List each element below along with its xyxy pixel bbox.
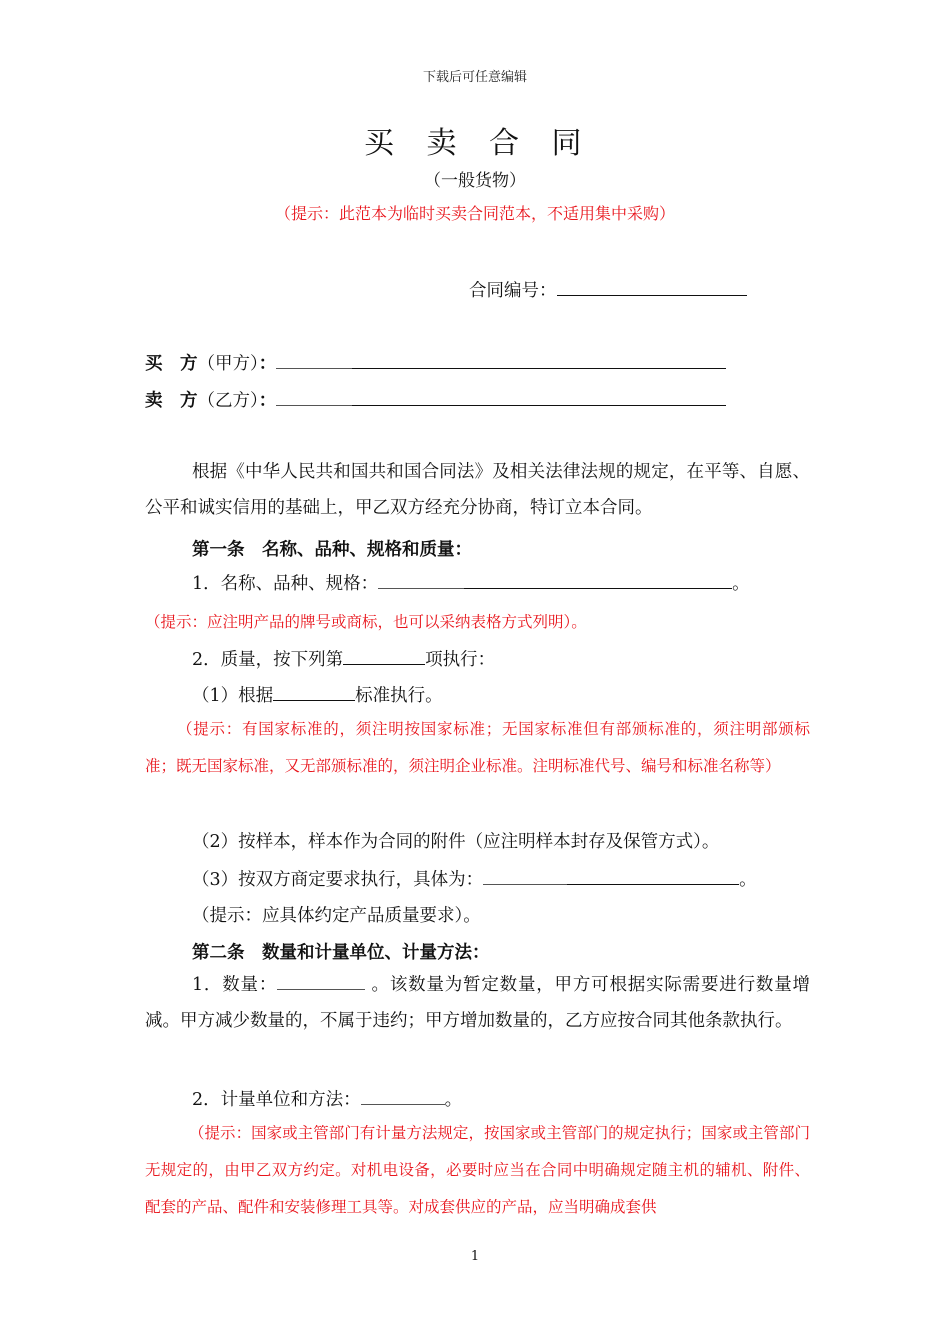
art2-item1-blank[interactable] <box>277 988 365 990</box>
seller-field <box>145 387 726 412</box>
page-number: 1 <box>470 1249 480 1264</box>
title-char: 合 <box>489 126 524 161</box>
art1-item1-blank-a[interactable] <box>378 587 464 589</box>
art2-item1-text-b: 。该数量为暂定数量，甲方可根据实际需要进行数量增减。甲方减少数量的，不属于违约；甲方增加数量的，乙方应按合同其他条款执行。 <box>145 975 810 1031</box>
art1-sub1-text-b: 标准执行。 <box>355 686 443 706</box>
art1-item1-label: 1．名称、品种、规格： <box>192 574 379 594</box>
art1-hint-1: （提示：应注明产品的牌号或商标，也可以采纳表格方式列明）。 <box>145 613 587 631</box>
buyer-blank-a[interactable] <box>276 367 352 369</box>
header-note: 下载后可任意编辑 <box>422 70 527 85</box>
art1-sub1-blank[interactable] <box>273 699 355 701</box>
art2-item2-end: 。 <box>444 1090 463 1110</box>
subtitle: （一般货物） <box>424 171 526 191</box>
art1-item1 <box>192 570 750 595</box>
title-char: 卖 <box>426 126 461 161</box>
art1-sub2: （2）按样本，样本作为合同的附件（应注明样本封存及保管方式）。 <box>192 832 720 852</box>
art1-item1-end: 。 <box>732 574 750 594</box>
art1-hint-3: （提示：应具体约定产品质量要求）。 <box>192 906 481 926</box>
art1-sub1-text-a: （1）根据 <box>192 686 274 706</box>
art1-item2-text-b: 项执行： <box>425 650 496 670</box>
intro-paragraph: 根据《中华人民共和国共和国合同法》及相关法律法规的规定，在平等、自愿、公平和诚实信用的基础上，甲乙双方经充分协商，特订立本合同。 <box>145 462 810 518</box>
seller-blank-b[interactable] <box>352 404 726 406</box>
buyer-label: 买 方 <box>145 354 198 374</box>
art2-item1-text-a: 1．数量： <box>192 975 278 995</box>
article-1-heading: 第一条 名称、品种、规格和质量： <box>192 540 472 560</box>
page-title <box>0 118 950 162</box>
art1-hint-2: （提示：有国家标准的，须注明按国家标准；无国家标准但有部颁标准的，须注明部颁标准；既无国家标准，又无部颁标准的，须注明企业标准。注明标准代号、编号和标准名称等） <box>145 720 810 775</box>
seller-colon: ： <box>258 391 277 411</box>
title-char: 买 <box>364 126 399 161</box>
buyer-colon: ： <box>258 354 277 374</box>
seller-label: 卖 方 <box>145 391 198 411</box>
art1-item1-blank-b[interactable] <box>464 587 732 589</box>
buyer-blank-b[interactable] <box>352 367 726 369</box>
hint-top: （提示：此范本为临时买卖合同范本，不适用集中采购） <box>274 204 675 223</box>
buyer-party: （甲方） <box>197 354 259 374</box>
art1-item2 <box>192 646 495 671</box>
contract-no-label: 合同编号： <box>469 281 557 301</box>
art2-hint: （提示：国家或主管部门有计量方法规定，按国家或主管部门的规定执行；国家或主管部门无规定的，由甲乙双方约定。对机电设备，必要时应当在合同中明确规定随主机的辅机、附件、配套的产品、配件和安装修理工具等。对成套供应的产品，应当明确成套供 <box>145 1124 810 1216</box>
art1-sub3-end: 。 <box>739 870 757 890</box>
art2-item2 <box>192 1086 462 1111</box>
art2-item1 <box>145 967 810 1039</box>
buyer-field <box>145 350 726 375</box>
article-2-heading: 第二条 数量和计量单位、计量方法： <box>192 943 490 963</box>
contract-no-blank[interactable] <box>557 294 747 296</box>
title-char: 同 <box>551 126 586 161</box>
art2-item2-text: 2．计量单位和方法： <box>192 1090 361 1110</box>
art1-item2-blank[interactable] <box>343 663 425 665</box>
art1-sub3-blank-b[interactable] <box>567 883 739 885</box>
art1-item2-text-a: 2．质量，按下列第 <box>192 650 344 670</box>
art1-sub3-blank-a[interactable] <box>483 883 567 885</box>
seller-party: （乙方） <box>197 391 259 411</box>
art1-sub3-text: （3）按双方商定要求执行，具体为： <box>192 870 484 890</box>
seller-blank-a[interactable] <box>276 404 352 406</box>
art1-sub3 <box>192 866 757 891</box>
contract-no-field <box>469 277 747 302</box>
art2-item2-blank[interactable] <box>361 1103 445 1105</box>
art1-sub1 <box>192 682 443 707</box>
